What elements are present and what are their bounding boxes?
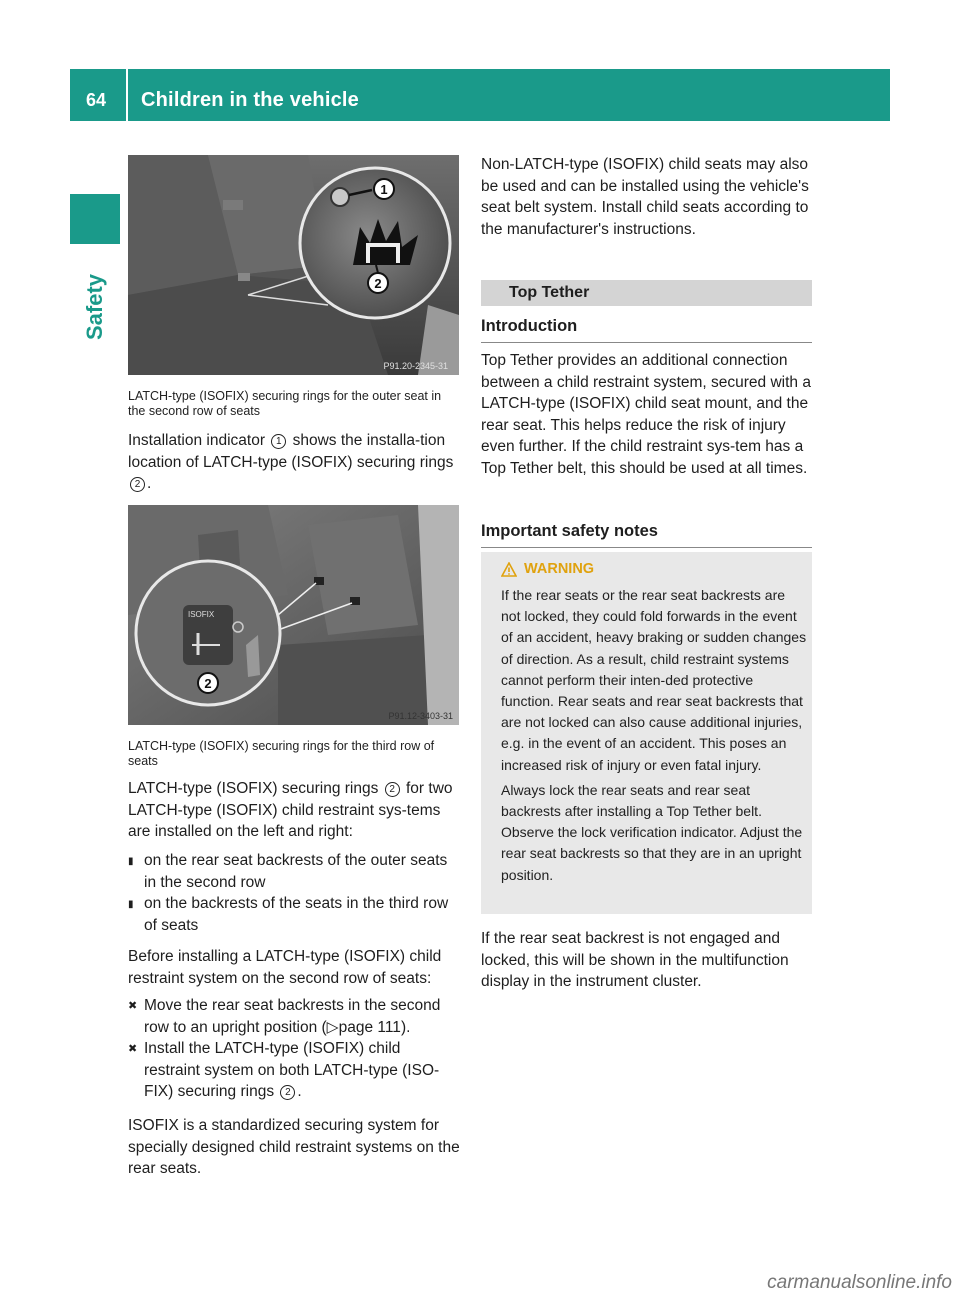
isofix-standard-paragraph: ISOFIX is a standardized securing system for specially designed child restraint systems on the rear seats. (128, 1117, 460, 1177)
securing-rings-paragraph: LATCH-type (ISOFIX) securing rings 2 for two LATCH-type (ISOFIX) child restraint sys-tems are installed on the left and right: (128, 780, 453, 840)
caption-figure-1: LATCH-type (ISOFIX) securing rings for the outer seat in the second row of seats (128, 389, 442, 418)
step-1: ✖ Move the rear seat backrests in the second row to an upright position (▷page 111). (128, 997, 441, 1036)
section-label: Safety (82, 273, 107, 340)
backrest-display-paragraph: If the rear seat backrest is not engaged and locked, this will be shown in the multifunction display in the instrument cluster. (481, 930, 789, 990)
page-reference-icon: ▷ (326, 1018, 339, 1036)
before-installing-paragraph: Before installing a LATCH-type (ISOFIX) child restraint system on the second row of seats: (128, 948, 442, 987)
warning-triangle-icon (501, 562, 517, 577)
section-heading-top-tether: Top Tether (481, 280, 812, 306)
figure2-callout-2: 2 (204, 676, 212, 691)
warning-text: If the rear seats or the rear seat backrests are not locked, they could fold forwards in the event of an accident, heavy braking or sudden changes of direction. As a result, child restraint systems cannot perform their inten-ded protective function. Rear seats and rear seat backrests that are not locked can also cause additional injuries, e.g. in the event of an accident. This poses an increased risk of injury or even fatal injury. Always lock the rear seats and rear seat backrests after installing a Top Tether belt. Observe the lock verification indicator. Adjust the rear seat backrests so that they are in an upright position. (501, 587, 807, 883)
figure2-isofix-label: ISOFIX (188, 610, 215, 619)
section-marker (70, 194, 120, 244)
figure2-code: P91.12-3403-31 (388, 711, 453, 721)
figure-third-row-rings (128, 505, 459, 725)
callout-2: 2 (280, 1085, 295, 1100)
figure1-callout-2: 2 (374, 276, 382, 291)
figure-outer-seat-rings (128, 155, 459, 375)
step-2: ✖ Install the LATCH-type (ISOFIX) child restraint system on both LATCH-type (ISO-FIX) securing rings 2 . (128, 1040, 440, 1100)
page-number: 64 (86, 90, 107, 110)
warning-title: WARNING (501, 561, 594, 577)
list-item: ▮ on the rear seat backrests of the outer seats in the second row (128, 852, 448, 891)
introduction-text: Top Tether provides an additional connection between a child restraint system, secured with a LATCH-type (ISOFIX) child seat mount, and the rear seat. This helps reduce the risk of injury even further. If the child restraint sys-tem has a Top Tether belt, this should be used at all times. (481, 352, 811, 477)
figure1-code: P91.20-2345-31 (383, 361, 448, 371)
page-reference-link[interactable]: page 111 (338, 1018, 401, 1036)
non-latch-paragraph: Non-LATCH-type (ISOFIX) child seats may also be used and can be installed using the vehicle's seat belt system. Install child seats according to the manufacturer's instructions. (481, 156, 809, 238)
list-item: ▮ on the backrests of the seats in the third row of seats (128, 895, 449, 934)
figure1-callout-1: 1 (380, 182, 388, 197)
caption-figure-2: LATCH-type (ISOFIX) securing rings for the third row of seats (128, 739, 435, 768)
callout-2: 2 (130, 477, 145, 492)
callout-1: 1 (271, 434, 286, 449)
header-divider (126, 69, 128, 121)
safety-notes-heading: Important safety notes (481, 522, 812, 548)
chapter-title: Children in the vehicle (141, 89, 359, 111)
installation-indicator-paragraph: Installation indicator 1 shows the installa-tion location of LATCH-type (ISOFIX) securing rings 2 . (128, 432, 454, 492)
instruction-steps (128, 995, 460, 1103)
introduction-heading: Introduction (481, 317, 812, 343)
callout-2: 2 (385, 782, 400, 797)
watermark: carmanualsonline.info (767, 1272, 952, 1293)
warning-box (481, 552, 812, 914)
bullet-list (128, 850, 460, 936)
